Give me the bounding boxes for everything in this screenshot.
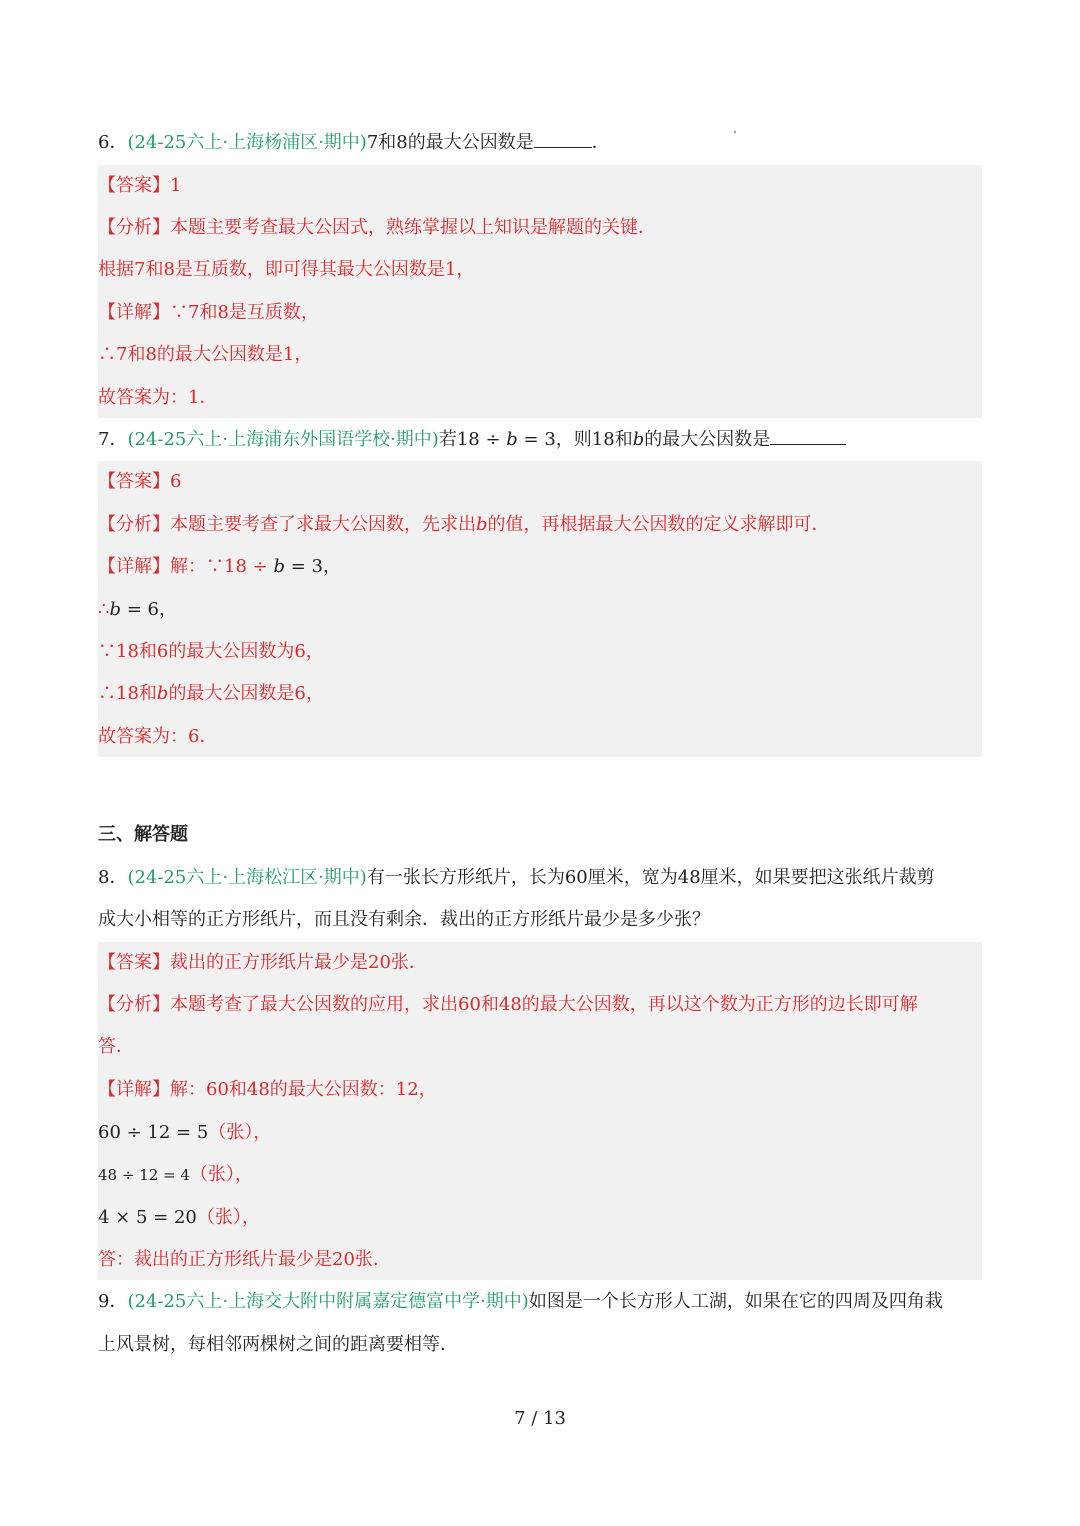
- variable-b: b: [506, 429, 518, 450]
- solution-box-7: [98, 461, 982, 757]
- detail-text: 解：60和48的最大公因数：12，: [170, 1079, 437, 1100]
- detail-text: ∵7和8是互质数，: [170, 302, 319, 323]
- question-9: [98, 1287, 943, 1317]
- analysis-text-b: 的值，再根据最大公因数的定义求解即可．: [487, 514, 830, 535]
- answer-value: 6: [170, 471, 182, 492]
- detail-label: 【详解】: [98, 556, 170, 577]
- analysis-line-6: [98, 213, 656, 243]
- variable-b: b: [156, 683, 169, 704]
- question-number: 6．: [98, 132, 128, 153]
- analysis-line-8b: 答．: [98, 1036, 134, 1057]
- calc-expression: 4 × 5 = 20: [98, 1207, 197, 1228]
- question-end: ．: [591, 132, 610, 153]
- answer-label: 【答案】: [98, 175, 170, 196]
- calc-expression: 60 ÷ 12 = 5: [98, 1122, 209, 1143]
- unit-text: （张），: [208, 1122, 272, 1143]
- answer-value: 1: [170, 175, 182, 196]
- variable-b: b: [109, 599, 121, 620]
- detail-line-7d: [98, 679, 324, 709]
- question-text: 如图是一个长方形人工湖，如果在它的四周及四角栽: [528, 1291, 943, 1312]
- detail-label: 【详解】: [98, 302, 170, 323]
- question-number: 9．: [98, 1291, 128, 1312]
- analysis-line-7: [98, 510, 830, 540]
- question-source: (24-25六上·上海浦东外国语学校·期中): [127, 429, 439, 450]
- detail-line-6: [98, 298, 319, 328]
- question-source: (24-25六上·上海交大附中附属嘉定德富中学·期中): [127, 1291, 529, 1312]
- question-text-c: 的最大公因数是: [644, 429, 771, 450]
- final-answer-8: 答：裁出的正方形纸片最少是20张．: [98, 1249, 391, 1270]
- analysis-line-6b: 根据7和8是互质数，即可得其最大公因数是1，: [98, 259, 475, 280]
- question-number: 7．: [98, 429, 128, 450]
- answer-blank: [770, 426, 846, 445]
- calc-expression: 48 ÷ 12 = 4: [98, 1166, 190, 1184]
- detail-text-a: 解：∵18 ÷: [170, 556, 274, 577]
- detail-line-7b: [98, 595, 177, 625]
- question-9-line2: 上风景树，每相邻两棵树之间的距离要相等．: [98, 1334, 458, 1355]
- answer-blank: [534, 129, 592, 148]
- detail-line-6c: 故答案为：1．: [98, 387, 218, 408]
- question-text-b: = 3，则18和: [517, 429, 633, 450]
- detail-line-7c: ∵18和6的最大公因数为6，: [98, 641, 324, 662]
- question-source: (24-25六上·上海杨浦区·期中): [127, 132, 367, 153]
- stray-dot: [734, 131, 736, 133]
- detail-text-a: ∴18和: [98, 683, 157, 704]
- answer-label: 【答案】: [98, 952, 170, 973]
- solution-box-6: [98, 165, 982, 418]
- analysis-label: 【分析】: [98, 514, 170, 535]
- calc-line-3: [98, 1203, 260, 1233]
- question-source: (24-25六上·上海松江区·期中): [127, 867, 367, 888]
- detail-label: 【详解】: [98, 1079, 170, 1100]
- answer-label: 【答案】: [98, 471, 170, 492]
- variable-b: b: [632, 429, 645, 450]
- detail-line-8: [98, 1075, 437, 1105]
- question-text: 有一张长方形纸片，长为60厘米，宽为48厘米，如果要把这张纸片裁剪: [366, 867, 935, 888]
- analysis-text: 本题主要考查最大公因式，熟练掌握以上知识是解题的关键．: [170, 217, 656, 238]
- answer-line-8: [98, 948, 427, 978]
- question-7: [98, 425, 846, 455]
- analysis-text-a: 本题主要考查了求最大公因数，先求出: [170, 514, 476, 535]
- detail-line-7e: 故答案为：6．: [98, 726, 218, 747]
- analysis-label: 【分析】: [98, 217, 170, 238]
- variable-b: b: [273, 556, 285, 577]
- detail-text-b: = 3，: [284, 556, 341, 577]
- detail-text-b: 的最大公因数是6，: [168, 683, 324, 704]
- calc-line-1: [98, 1118, 271, 1148]
- analysis-text: 本题考查了最大公因数的应用，求出60和48的最大公因数，再以这个数为正方形的边长即可解: [170, 994, 918, 1015]
- analysis-line-8: [98, 990, 918, 1020]
- analysis-label: 【分析】: [98, 994, 170, 1015]
- unit-text: （张），: [196, 1207, 260, 1228]
- question-6: [98, 128, 610, 158]
- answer-line-6: [98, 171, 181, 201]
- page-number: 7 / 13: [514, 1408, 566, 1429]
- therefore: ∴: [98, 599, 110, 620]
- question-text: 7和8的最大公因数是: [366, 132, 534, 153]
- question-number: 8．: [98, 867, 128, 888]
- answer-line-7: [98, 467, 181, 497]
- question-8-line2: 成大小相等的正方形纸片，而且没有剩余．裁出的正方形纸片最少是多少张？: [98, 909, 710, 930]
- detail-text: = 6，: [120, 599, 177, 620]
- calc-line-2: [98, 1160, 253, 1190]
- section-title: 三、解答题: [98, 824, 188, 845]
- variable-b: b: [476, 514, 488, 535]
- question-text-a: 若18 ÷: [438, 429, 507, 450]
- question-8: [98, 863, 935, 893]
- detail-line-6b: ∴7和8的最大公因数是1，: [98, 344, 313, 365]
- answer-value: 裁出的正方形纸片最少是20张．: [170, 952, 427, 973]
- unit-text: （张），: [189, 1164, 253, 1185]
- detail-line-7: [98, 552, 341, 582]
